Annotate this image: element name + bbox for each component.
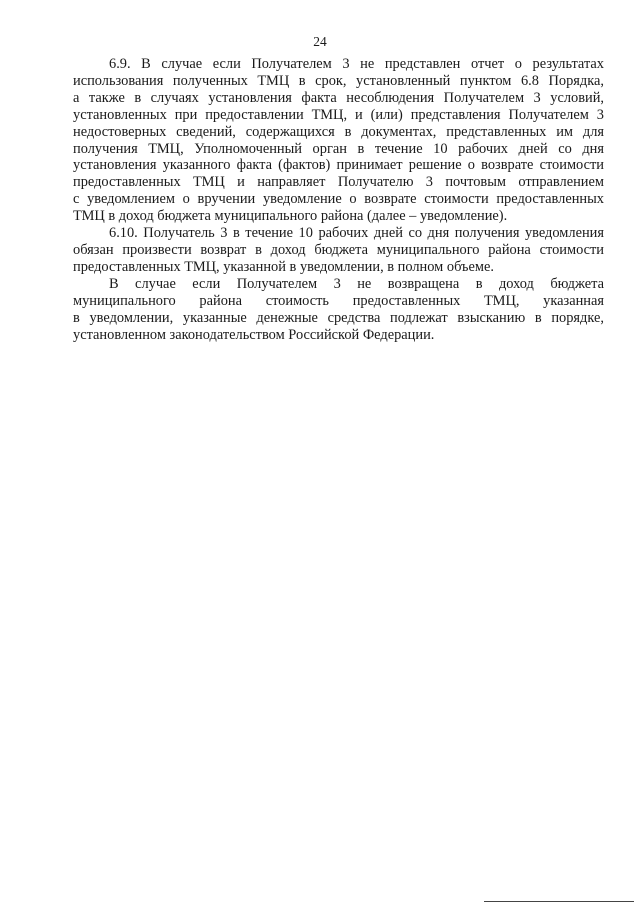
text-line: 6.9. В случае если Получателем 3 не представлен отчет о результатах [109, 56, 604, 72]
scan-edge-line [484, 901, 634, 902]
text-line: установленных при предоставлении ТМЦ, и (или) представления Получателем 3 [73, 106, 604, 123]
text-line: получения ТМЦ, Уполномоченный орган в течение 10 рабочих дней со дня [73, 140, 604, 157]
text-line: а также в случаях установления факта несоблюдения Получателем 3 условий, [73, 89, 604, 106]
page-number: 24 [313, 34, 327, 49]
text-line: использования полученных ТМЦ в срок, установленный пунктом 6.8 Порядка, [73, 72, 604, 89]
text-line: ТМЦ в доход бюджета муниципального района (далее – уведомление). [73, 208, 508, 225]
text-line: установления указанного факта (фактов) принимает решение о возврате стоимости [73, 157, 604, 174]
paragraph-return [73, 276, 604, 344]
text-line: 6.10. Получатель 3 в течение 10 рабочих дней со дня получения уведомления [109, 225, 604, 242]
text-line: В случае если Получателем 3 не возвращена в доход бюджета [109, 275, 604, 292]
text-line: с уведомлением о вручении уведомление о возврате стоимости предоставленных [73, 191, 604, 208]
text-line: обязан произвести возврат в доход бюджета муниципального района стоимости [73, 241, 604, 258]
document-body [73, 56, 604, 343]
text-line: муниципального района стоимость предоставленных ТМЦ, указанная [73, 292, 604, 309]
text-line: недостоверных сведений, содержащихся в документах, представленных им для [73, 123, 604, 140]
text-line: установленном законодательством Российской Федерации. [73, 326, 435, 343]
paragraph-6-10 [73, 225, 604, 276]
text-line: в уведомлении, указанные денежные средства подлежат взысканию в порядке, [73, 309, 604, 326]
paragraph-6-9 [73, 56, 604, 225]
text-line: предоставленных ТМЦ и направляет Получателю 3 почтовым отправлением [73, 174, 604, 191]
text-line: предоставленных ТМЦ, указанной в уведомлении, в полном объеме. [73, 258, 494, 275]
